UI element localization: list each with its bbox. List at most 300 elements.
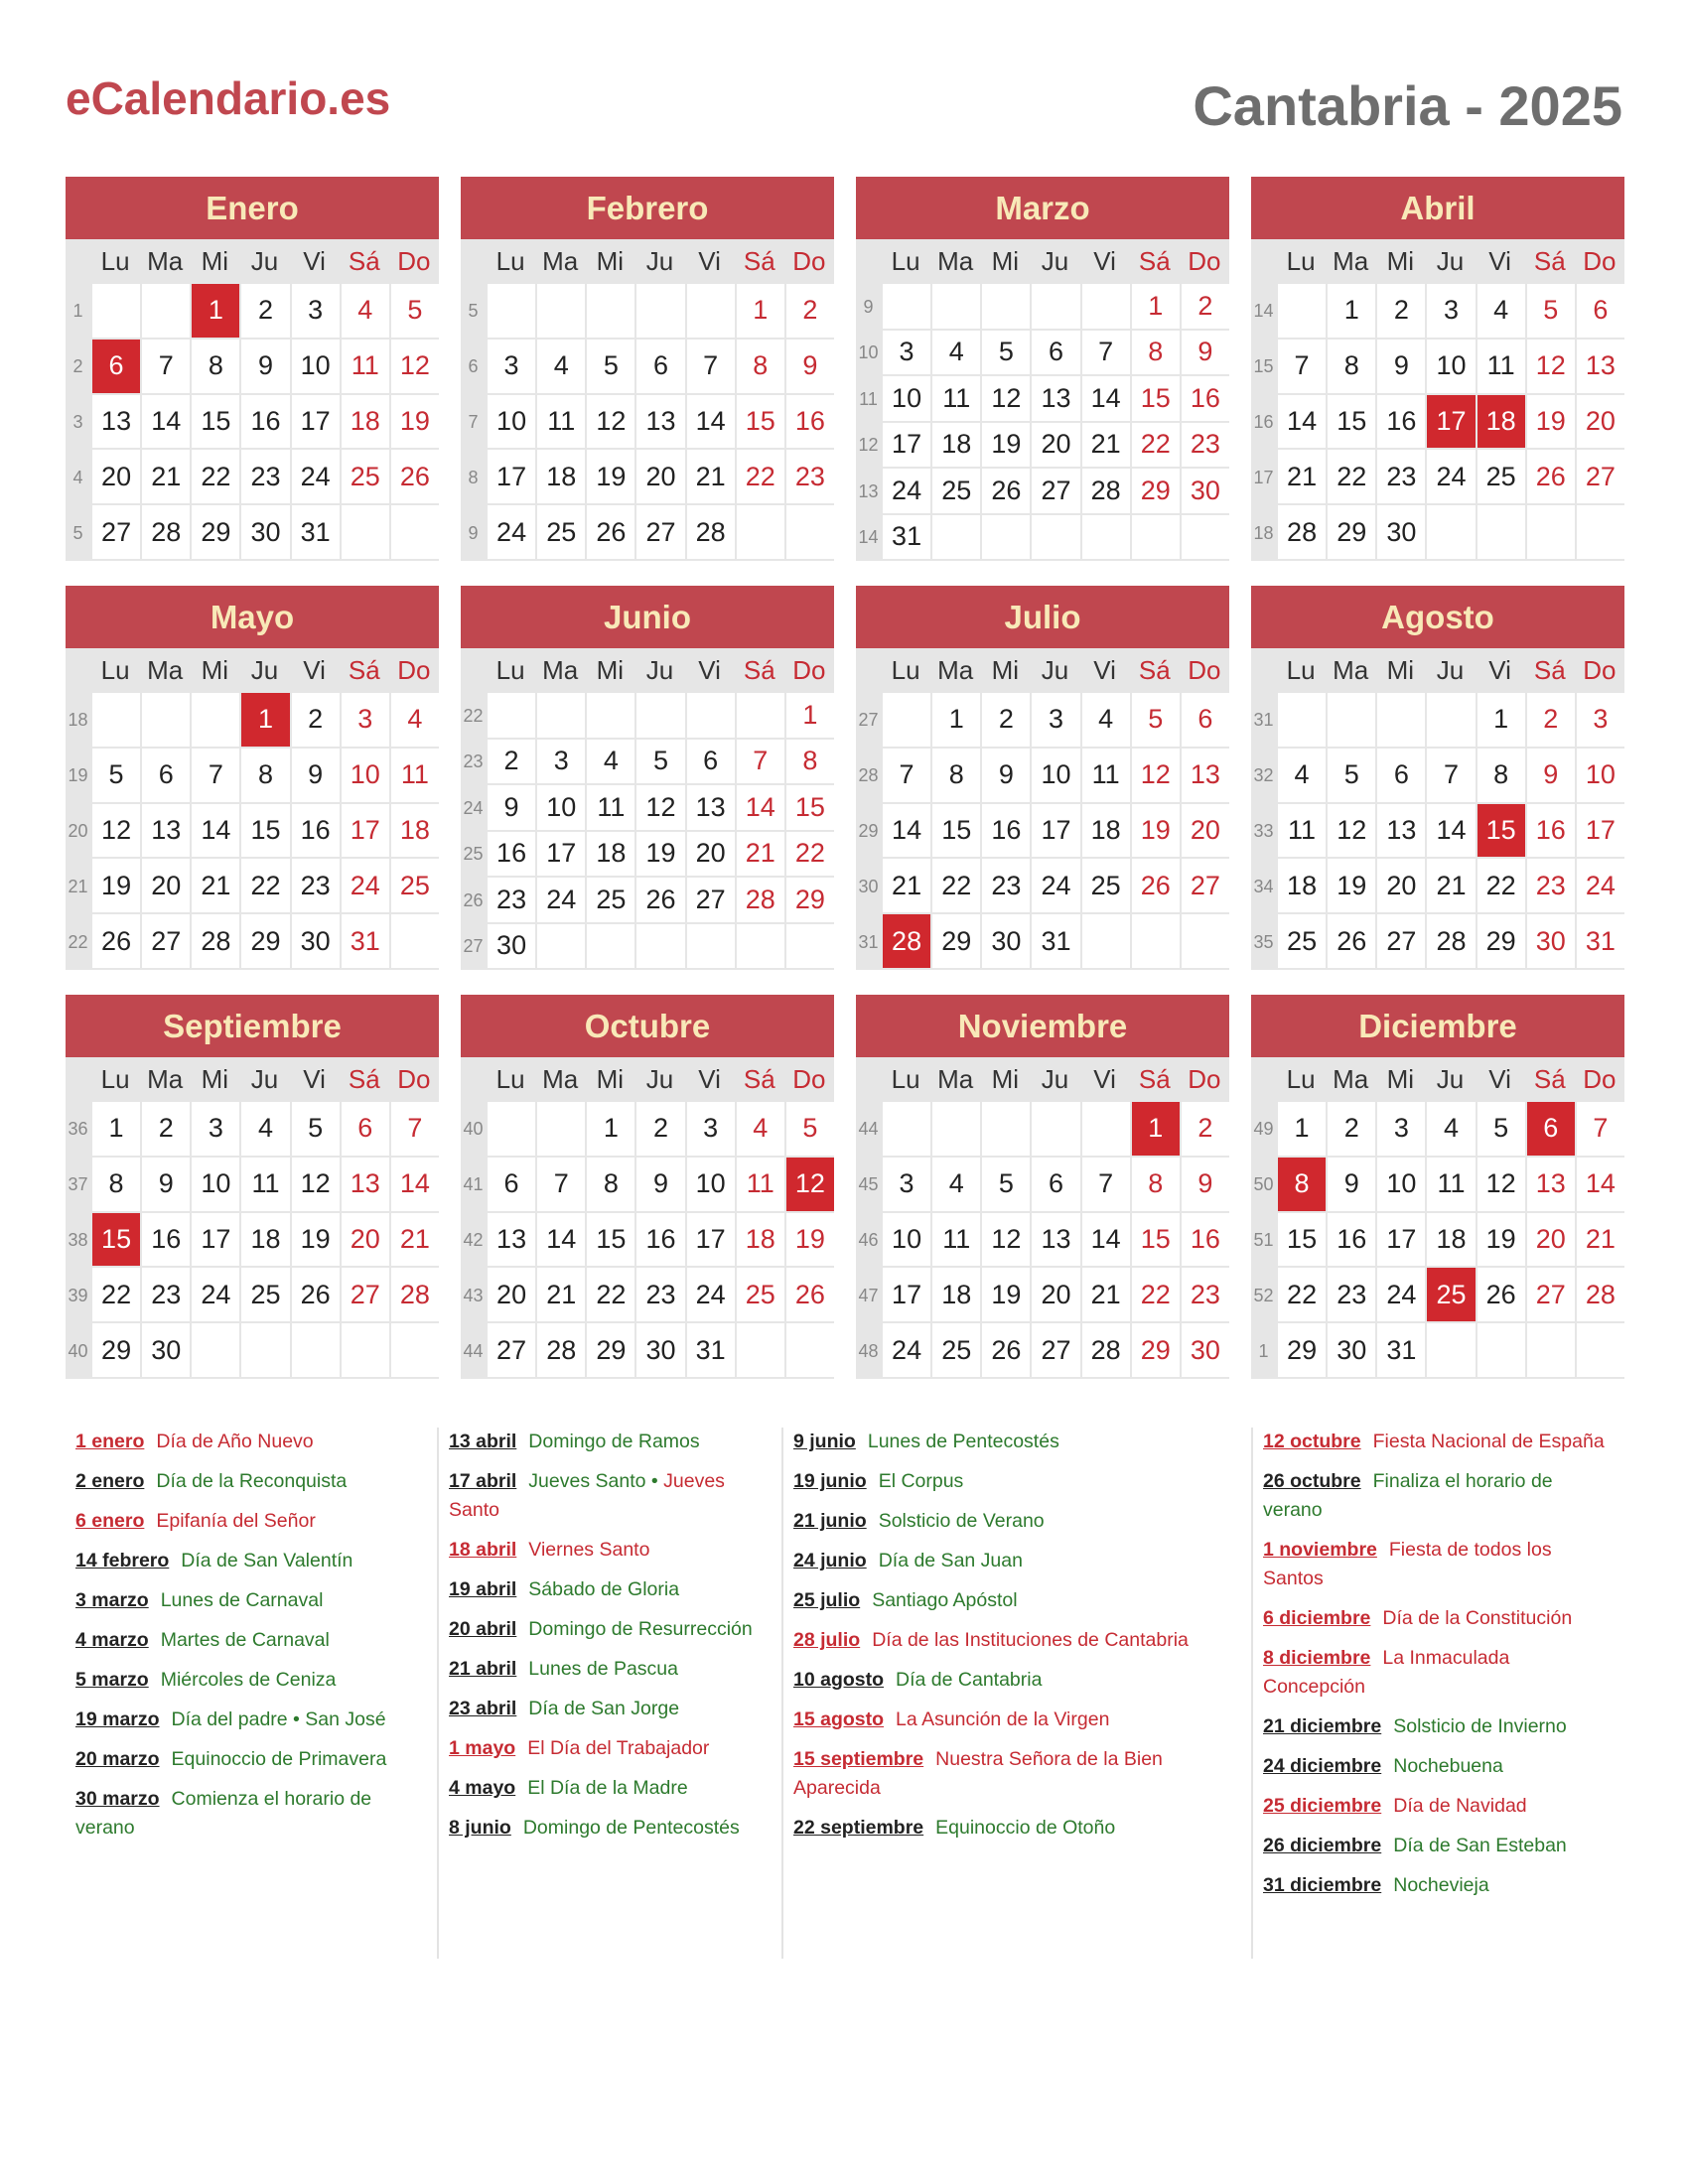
day-cell[interactable]: 17: [342, 804, 389, 858]
day-cell[interactable]: 21: [142, 450, 190, 503]
day-cell[interactable]: 7: [1082, 1158, 1130, 1211]
day-cell[interactable]: 22: [1132, 1268, 1180, 1321]
day-cell[interactable]: 26: [1527, 450, 1575, 503]
holiday-date[interactable]: 6 enero: [75, 1510, 145, 1532]
day-cell[interactable]: 5: [1527, 284, 1575, 338]
day-cell[interactable]: 21: [537, 1268, 585, 1321]
day-cell[interactable]: 28: [687, 505, 735, 559]
day-cell[interactable]: 3: [537, 740, 585, 784]
day-cell[interactable]: 16: [1182, 1213, 1229, 1267]
day-cell[interactable]: 13: [1527, 1158, 1575, 1211]
day-cell[interactable]: 3: [1377, 1102, 1425, 1156]
day-cell[interactable]: 13: [1182, 749, 1229, 802]
holiday-date[interactable]: 25 julio: [793, 1589, 861, 1611]
day-cell[interactable]: 27: [142, 914, 190, 968]
day-cell[interactable]: 27: [1182, 859, 1229, 912]
day-cell[interactable]: 6: [1032, 1158, 1079, 1211]
day-cell[interactable]: 23: [982, 859, 1030, 912]
day-cell[interactable]: 2: [982, 693, 1030, 747]
day-cell[interactable]: 4: [342, 284, 389, 338]
day-cell[interactable]: 25: [1427, 1268, 1475, 1321]
day-cell[interactable]: 12: [92, 804, 140, 858]
holiday-date[interactable]: 26 diciembre: [1263, 1835, 1382, 1856]
day-cell[interactable]: 19: [1328, 859, 1375, 912]
day-cell[interactable]: 30: [1328, 1323, 1375, 1377]
day-cell[interactable]: 17: [1032, 804, 1079, 858]
day-cell[interactable]: 13: [1577, 340, 1624, 393]
day-cell[interactable]: 7: [537, 1158, 585, 1211]
day-cell[interactable]: 8: [932, 749, 980, 802]
day-cell[interactable]: 1: [1477, 693, 1525, 747]
holiday-date[interactable]: 5 marzo: [75, 1669, 149, 1691]
day-cell[interactable]: 14: [142, 395, 190, 449]
day-cell[interactable]: 2: [292, 693, 340, 747]
day-cell[interactable]: 2: [1328, 1102, 1375, 1156]
day-cell[interactable]: 3: [1032, 693, 1079, 747]
day-cell[interactable]: 2: [1182, 1102, 1229, 1156]
day-cell[interactable]: 9: [1527, 749, 1575, 802]
day-cell[interactable]: 11: [537, 395, 585, 449]
day-cell[interactable]: 8: [1132, 331, 1180, 375]
day-cell[interactable]: 4: [1278, 749, 1326, 802]
day-cell[interactable]: 22: [241, 859, 289, 912]
day-cell[interactable]: 8: [192, 340, 239, 393]
day-cell[interactable]: 4: [1477, 284, 1525, 338]
day-cell[interactable]: 21: [883, 859, 930, 912]
day-cell[interactable]: 30: [241, 505, 289, 559]
day-cell[interactable]: 1: [932, 693, 980, 747]
day-cell[interactable]: 11: [391, 749, 439, 802]
holiday-date[interactable]: 21 junio: [793, 1510, 867, 1532]
day-cell[interactable]: 31: [687, 1323, 735, 1377]
day-cell[interactable]: 1: [737, 284, 784, 338]
holiday-date[interactable]: 20 abril: [449, 1618, 517, 1640]
day-cell[interactable]: 24: [883, 469, 930, 513]
day-cell[interactable]: 22: [786, 832, 834, 877]
day-cell[interactable]: 14: [1278, 395, 1326, 449]
day-cell[interactable]: 28: [1278, 505, 1326, 559]
day-cell[interactable]: 31: [342, 914, 389, 968]
day-cell[interactable]: 1: [92, 1102, 140, 1156]
day-cell[interactable]: 7: [192, 749, 239, 802]
holiday-date[interactable]: 1 noviembre: [1263, 1539, 1377, 1561]
day-cell[interactable]: 5: [1477, 1102, 1525, 1156]
day-cell[interactable]: 7: [1427, 749, 1475, 802]
day-cell[interactable]: 29: [92, 1323, 140, 1377]
day-cell[interactable]: 23: [142, 1268, 190, 1321]
day-cell[interactable]: 10: [687, 1158, 735, 1211]
day-cell[interactable]: 7: [737, 740, 784, 784]
day-cell[interactable]: 12: [786, 1158, 834, 1211]
holiday-date[interactable]: 19 abril: [449, 1578, 517, 1600]
day-cell[interactable]: 13: [488, 1213, 535, 1267]
day-cell[interactable]: 25: [587, 878, 634, 922]
day-cell[interactable]: 9: [636, 1158, 684, 1211]
day-cell[interactable]: 27: [488, 1323, 535, 1377]
holiday-date[interactable]: 18 abril: [449, 1539, 517, 1561]
day-cell[interactable]: 28: [1082, 1323, 1130, 1377]
holiday-date[interactable]: 28 julio: [793, 1629, 861, 1651]
day-cell[interactable]: 24: [488, 505, 535, 559]
day-cell[interactable]: 21: [687, 450, 735, 503]
day-cell[interactable]: 22: [1477, 859, 1525, 912]
holiday-date[interactable]: 30 marzo: [75, 1788, 160, 1810]
day-cell[interactable]: 19: [636, 832, 684, 877]
day-cell[interactable]: 18: [932, 423, 980, 468]
day-cell[interactable]: 22: [192, 450, 239, 503]
day-cell[interactable]: 4: [587, 740, 634, 784]
day-cell[interactable]: 9: [292, 749, 340, 802]
day-cell[interactable]: 28: [737, 878, 784, 922]
day-cell[interactable]: 22: [932, 859, 980, 912]
day-cell[interactable]: 15: [932, 804, 980, 858]
day-cell[interactable]: 7: [1577, 1102, 1624, 1156]
day-cell[interactable]: 8: [92, 1158, 140, 1211]
day-cell[interactable]: 10: [1032, 749, 1079, 802]
day-cell[interactable]: 2: [241, 284, 289, 338]
day-cell[interactable]: 29: [241, 914, 289, 968]
day-cell[interactable]: 4: [932, 1158, 980, 1211]
day-cell[interactable]: 20: [1182, 804, 1229, 858]
day-cell[interactable]: 8: [737, 340, 784, 393]
day-cell[interactable]: 11: [1427, 1158, 1475, 1211]
day-cell[interactable]: 16: [1527, 804, 1575, 858]
day-cell[interactable]: 15: [92, 1213, 140, 1267]
holiday-date[interactable]: 1 mayo: [449, 1737, 516, 1759]
day-cell[interactable]: 26: [982, 1323, 1030, 1377]
day-cell[interactable]: 10: [537, 785, 585, 830]
day-cell[interactable]: 17: [292, 395, 340, 449]
day-cell[interactable]: 5: [636, 740, 684, 784]
day-cell[interactable]: 10: [1577, 749, 1624, 802]
day-cell[interactable]: 29: [587, 1323, 634, 1377]
day-cell[interactable]: 20: [1577, 395, 1624, 449]
day-cell[interactable]: 6: [488, 1158, 535, 1211]
day-cell[interactable]: 10: [1427, 340, 1475, 393]
day-cell[interactable]: 5: [982, 1158, 1030, 1211]
day-cell[interactable]: 25: [391, 859, 439, 912]
day-cell[interactable]: 25: [932, 1323, 980, 1377]
holiday-date[interactable]: 26 octubre: [1263, 1470, 1361, 1492]
day-cell[interactable]: 6: [342, 1102, 389, 1156]
day-cell[interactable]: 7: [687, 340, 735, 393]
day-cell[interactable]: 24: [883, 1323, 930, 1377]
day-cell[interactable]: 20: [488, 1268, 535, 1321]
day-cell[interactable]: 4: [1082, 693, 1130, 747]
holiday-date[interactable]: 24 diciembre: [1263, 1755, 1382, 1777]
day-cell[interactable]: 13: [1377, 804, 1425, 858]
holiday-date[interactable]: 10 agosto: [793, 1669, 885, 1691]
day-cell[interactable]: 28: [883, 914, 930, 968]
day-cell[interactable]: 29: [1328, 505, 1375, 559]
day-cell[interactable]: 23: [488, 878, 535, 922]
day-cell[interactable]: 21: [1082, 423, 1130, 468]
day-cell[interactable]: 21: [391, 1213, 439, 1267]
day-cell[interactable]: 25: [1477, 450, 1525, 503]
day-cell[interactable]: 14: [737, 785, 784, 830]
day-cell[interactable]: 18: [342, 395, 389, 449]
day-cell[interactable]: 9: [786, 340, 834, 393]
day-cell[interactable]: 30: [142, 1323, 190, 1377]
day-cell[interactable]: 15: [1477, 804, 1525, 858]
day-cell[interactable]: 21: [737, 832, 784, 877]
day-cell[interactable]: 29: [1132, 469, 1180, 513]
day-cell[interactable]: 12: [982, 376, 1030, 421]
day-cell[interactable]: 26: [587, 505, 634, 559]
day-cell[interactable]: 19: [292, 1213, 340, 1267]
day-cell[interactable]: 24: [342, 859, 389, 912]
day-cell[interactable]: 15: [241, 804, 289, 858]
holiday-date[interactable]: 15 agosto: [793, 1708, 885, 1730]
holiday-date[interactable]: 8 diciembre: [1263, 1647, 1371, 1669]
day-cell[interactable]: 16: [786, 395, 834, 449]
day-cell[interactable]: 14: [391, 1158, 439, 1211]
holiday-date[interactable]: 9 junio: [793, 1431, 856, 1452]
day-cell[interactable]: 4: [391, 693, 439, 747]
day-cell[interactable]: 19: [587, 450, 634, 503]
day-cell[interactable]: 7: [1278, 340, 1326, 393]
day-cell[interactable]: 14: [1082, 376, 1130, 421]
day-cell[interactable]: 26: [786, 1268, 834, 1321]
day-cell[interactable]: 18: [932, 1268, 980, 1321]
day-cell[interactable]: 24: [192, 1268, 239, 1321]
day-cell[interactable]: 18: [391, 804, 439, 858]
day-cell[interactable]: 1: [587, 1102, 634, 1156]
day-cell[interactable]: 26: [982, 469, 1030, 513]
day-cell[interactable]: 2: [636, 1102, 684, 1156]
day-cell[interactable]: 27: [636, 505, 684, 559]
day-cell[interactable]: 28: [1427, 914, 1475, 968]
day-cell[interactable]: 16: [142, 1213, 190, 1267]
day-cell[interactable]: 15: [1132, 1213, 1180, 1267]
day-cell[interactable]: 23: [1182, 423, 1229, 468]
day-cell[interactable]: 8: [241, 749, 289, 802]
day-cell[interactable]: 23: [241, 450, 289, 503]
day-cell[interactable]: 2: [1182, 284, 1229, 329]
day-cell[interactable]: 3: [488, 340, 535, 393]
holiday-date[interactable]: 2 enero: [75, 1470, 145, 1492]
day-cell[interactable]: 11: [342, 340, 389, 393]
day-cell[interactable]: 14: [537, 1213, 585, 1267]
day-cell[interactable]: 30: [292, 914, 340, 968]
day-cell[interactable]: 18: [587, 832, 634, 877]
day-cell[interactable]: 14: [1577, 1158, 1624, 1211]
day-cell[interactable]: 13: [636, 395, 684, 449]
day-cell[interactable]: 28: [1577, 1268, 1624, 1321]
day-cell[interactable]: 12: [982, 1213, 1030, 1267]
day-cell[interactable]: 12: [292, 1158, 340, 1211]
day-cell[interactable]: 24: [1032, 859, 1079, 912]
day-cell[interactable]: 9: [1182, 331, 1229, 375]
day-cell[interactable]: 6: [687, 740, 735, 784]
day-cell[interactable]: 17: [192, 1213, 239, 1267]
holiday-date[interactable]: 19 marzo: [75, 1708, 160, 1730]
day-cell[interactable]: 24: [1377, 1268, 1425, 1321]
day-cell[interactable]: 28: [537, 1323, 585, 1377]
day-cell[interactable]: 6: [92, 340, 140, 393]
day-cell[interactable]: 4: [241, 1102, 289, 1156]
day-cell[interactable]: 1: [1132, 1102, 1180, 1156]
day-cell[interactable]: 28: [391, 1268, 439, 1321]
day-cell[interactable]: 10: [883, 376, 930, 421]
day-cell[interactable]: 7: [391, 1102, 439, 1156]
day-cell[interactable]: 20: [687, 832, 735, 877]
day-cell[interactable]: 17: [488, 450, 535, 503]
day-cell[interactable]: 22: [587, 1268, 634, 1321]
day-cell[interactable]: 16: [636, 1213, 684, 1267]
day-cell[interactable]: 23: [1377, 450, 1425, 503]
day-cell[interactable]: 18: [1427, 1213, 1475, 1267]
day-cell[interactable]: 24: [292, 450, 340, 503]
day-cell[interactable]: 6: [142, 749, 190, 802]
holiday-date[interactable]: 8 junio: [449, 1817, 511, 1839]
day-cell[interactable]: 6: [636, 340, 684, 393]
day-cell[interactable]: 12: [1132, 749, 1180, 802]
day-cell[interactable]: 16: [1328, 1213, 1375, 1267]
day-cell[interactable]: 21: [1278, 450, 1326, 503]
day-cell[interactable]: 3: [192, 1102, 239, 1156]
day-cell[interactable]: 27: [1377, 914, 1425, 968]
holiday-date[interactable]: 25 diciembre: [1263, 1795, 1382, 1817]
day-cell[interactable]: 4: [1427, 1102, 1475, 1156]
day-cell[interactable]: 3: [883, 1158, 930, 1211]
holiday-date[interactable]: 4 marzo: [75, 1629, 149, 1651]
day-cell[interactable]: 1: [1132, 284, 1180, 329]
day-cell[interactable]: 11: [1278, 804, 1326, 858]
day-cell[interactable]: 20: [1377, 859, 1425, 912]
day-cell[interactable]: 28: [192, 914, 239, 968]
holiday-date[interactable]: 22 septiembre: [793, 1817, 924, 1839]
day-cell[interactable]: 21: [192, 859, 239, 912]
day-cell[interactable]: 20: [342, 1213, 389, 1267]
day-cell[interactable]: 17: [687, 1213, 735, 1267]
day-cell[interactable]: 25: [241, 1268, 289, 1321]
day-cell[interactable]: 6: [1377, 749, 1425, 802]
day-cell[interactable]: 15: [1328, 395, 1375, 449]
day-cell[interactable]: 26: [92, 914, 140, 968]
day-cell[interactable]: 10: [192, 1158, 239, 1211]
day-cell[interactable]: 29: [1132, 1323, 1180, 1377]
day-cell[interactable]: 20: [1032, 1268, 1079, 1321]
day-cell[interactable]: 27: [92, 505, 140, 559]
day-cell[interactable]: 26: [1477, 1268, 1525, 1321]
day-cell[interactable]: 29: [192, 505, 239, 559]
day-cell[interactable]: 21: [1427, 859, 1475, 912]
day-cell[interactable]: 22: [1132, 423, 1180, 468]
day-cell[interactable]: 12: [391, 340, 439, 393]
day-cell[interactable]: 29: [786, 878, 834, 922]
day-cell[interactable]: 19: [391, 395, 439, 449]
holiday-date[interactable]: 12 octubre: [1263, 1431, 1361, 1452]
day-cell[interactable]: 11: [737, 1158, 784, 1211]
day-cell[interactable]: 2: [786, 284, 834, 338]
day-cell[interactable]: 18: [241, 1213, 289, 1267]
day-cell[interactable]: 9: [488, 785, 535, 830]
day-cell[interactable]: 18: [537, 450, 585, 503]
day-cell[interactable]: 13: [342, 1158, 389, 1211]
day-cell[interactable]: 12: [1527, 340, 1575, 393]
day-cell[interactable]: 5: [292, 1102, 340, 1156]
day-cell[interactable]: 3: [1577, 693, 1624, 747]
day-cell[interactable]: 27: [687, 878, 735, 922]
day-cell[interactable]: 15: [786, 785, 834, 830]
day-cell[interactable]: 15: [192, 395, 239, 449]
day-cell[interactable]: 17: [883, 1268, 930, 1321]
day-cell[interactable]: 11: [932, 376, 980, 421]
day-cell[interactable]: 30: [488, 924, 535, 969]
day-cell[interactable]: 21: [1577, 1213, 1624, 1267]
day-cell[interactable]: 24: [537, 878, 585, 922]
day-cell[interactable]: 25: [537, 505, 585, 559]
day-cell[interactable]: 11: [241, 1158, 289, 1211]
day-cell[interactable]: 16: [982, 804, 1030, 858]
day-cell[interactable]: 17: [537, 832, 585, 877]
day-cell[interactable]: 24: [1427, 450, 1475, 503]
day-cell[interactable]: 12: [587, 395, 634, 449]
day-cell[interactable]: 2: [1377, 284, 1425, 338]
day-cell[interactable]: 20: [1032, 423, 1079, 468]
day-cell[interactable]: 24: [687, 1268, 735, 1321]
day-cell[interactable]: 5: [982, 331, 1030, 375]
day-cell[interactable]: 7: [883, 749, 930, 802]
day-cell[interactable]: 12: [1328, 804, 1375, 858]
day-cell[interactable]: 9: [1377, 340, 1425, 393]
day-cell[interactable]: 16: [488, 832, 535, 877]
day-cell[interactable]: 23: [636, 1268, 684, 1321]
day-cell[interactable]: 30: [1182, 469, 1229, 513]
day-cell[interactable]: 9: [142, 1158, 190, 1211]
day-cell[interactable]: 30: [636, 1323, 684, 1377]
day-cell[interactable]: 9: [982, 749, 1030, 802]
day-cell[interactable]: 14: [687, 395, 735, 449]
day-cell[interactable]: 5: [391, 284, 439, 338]
day-cell[interactable]: 5: [786, 1102, 834, 1156]
day-cell[interactable]: 13: [142, 804, 190, 858]
day-cell[interactable]: 29: [1477, 914, 1525, 968]
day-cell[interactable]: 8: [587, 1158, 634, 1211]
day-cell[interactable]: 31: [1032, 914, 1079, 968]
day-cell[interactable]: 19: [982, 423, 1030, 468]
day-cell[interactable]: 30: [1182, 1323, 1229, 1377]
day-cell[interactable]: 16: [1377, 395, 1425, 449]
day-cell[interactable]: 2: [488, 740, 535, 784]
day-cell[interactable]: 6: [1182, 693, 1229, 747]
holiday-date[interactable]: 1 enero: [75, 1431, 145, 1452]
day-cell[interactable]: 10: [1377, 1158, 1425, 1211]
day-cell[interactable]: 26: [391, 450, 439, 503]
day-cell[interactable]: 11: [1082, 749, 1130, 802]
day-cell[interactable]: 5: [1328, 749, 1375, 802]
day-cell[interactable]: 14: [1427, 804, 1475, 858]
day-cell[interactable]: 23: [1182, 1268, 1229, 1321]
day-cell[interactable]: 13: [1032, 376, 1079, 421]
holiday-date[interactable]: 3 marzo: [75, 1589, 149, 1611]
day-cell[interactable]: 4: [737, 1102, 784, 1156]
holiday-date[interactable]: 20 marzo: [75, 1748, 160, 1770]
day-cell[interactable]: 6: [1527, 1102, 1575, 1156]
day-cell[interactable]: 22: [737, 450, 784, 503]
holiday-date[interactable]: 24 junio: [793, 1550, 867, 1571]
day-cell[interactable]: 18: [737, 1213, 784, 1267]
day-cell[interactable]: 25: [1082, 859, 1130, 912]
day-cell[interactable]: 6: [1577, 284, 1624, 338]
day-cell[interactable]: 8: [786, 740, 834, 784]
day-cell[interactable]: 27: [1527, 1268, 1575, 1321]
day-cell[interactable]: 15: [1278, 1213, 1326, 1267]
day-cell[interactable]: 1: [192, 284, 239, 338]
day-cell[interactable]: 18: [1278, 859, 1326, 912]
day-cell[interactable]: 25: [932, 469, 980, 513]
